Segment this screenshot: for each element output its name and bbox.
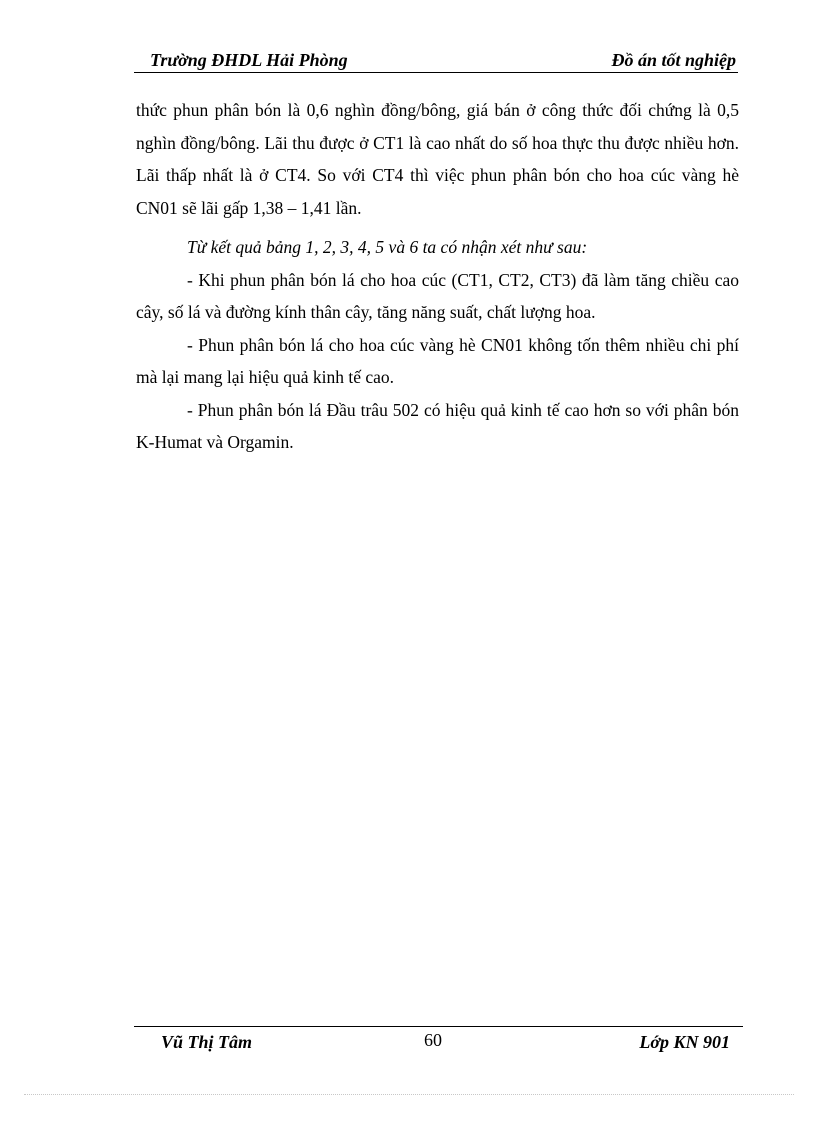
footer-class: Lớp KN 901 <box>639 1032 730 1052</box>
conclusion-item: - Phun phân bón lá Đầu trâu 502 có hiệu quả kinh tế cao hơn so với phân bón K-Humat và Orgamin. <box>136 399 739 452</box>
conclusion-item: - Phun phân bón lá cho hoa cúc vàng hè CN01 không tốn thêm nhiều chi phí mà lại mang lại hiệu quả kinh tế cao. <box>136 334 739 387</box>
page-footer <box>134 1026 743 1057</box>
page-number: 60 <box>424 1030 442 1050</box>
conclusion-item: - Khi phun phân bón lá cho hoa cúc (CT1, CT2, CT3) đã làm tăng chiều cao cây, số lá và đường kính thân cây, tăng năng suất, chất lượng hoa. <box>136 269 739 322</box>
header-doc-type: Đồ án tốt nghiệp <box>611 50 736 70</box>
conclusion-intro: Từ kết quả bảng 1, 2, 3, 4, 5 và 6 ta có nhận xét như sau: <box>187 237 588 257</box>
page-body <box>136 94 739 459</box>
footer-author: Vũ Thị Tâm <box>161 1032 253 1052</box>
page-edge-divider <box>24 1094 794 1095</box>
body-paragraph: thức phun phân bón là 0,6 nghìn đồng/bông, giá bán ở công thức đối chứng là 0,5 nghìn đồng/bông. Lãi thu được ở CT1 là cao nhất do số hoa thực thu được nhiều hơn. Lãi thấp nhất là ở CT4. So với CT4 thì việc phun phân bón cho hoa cúc vàng hè CN01 sẽ lãi gấp 1,38 – 1,41 lần. <box>136 100 739 218</box>
page-header <box>134 50 738 73</box>
header-school: Trường ĐHDL Hải Phòng <box>150 50 348 70</box>
